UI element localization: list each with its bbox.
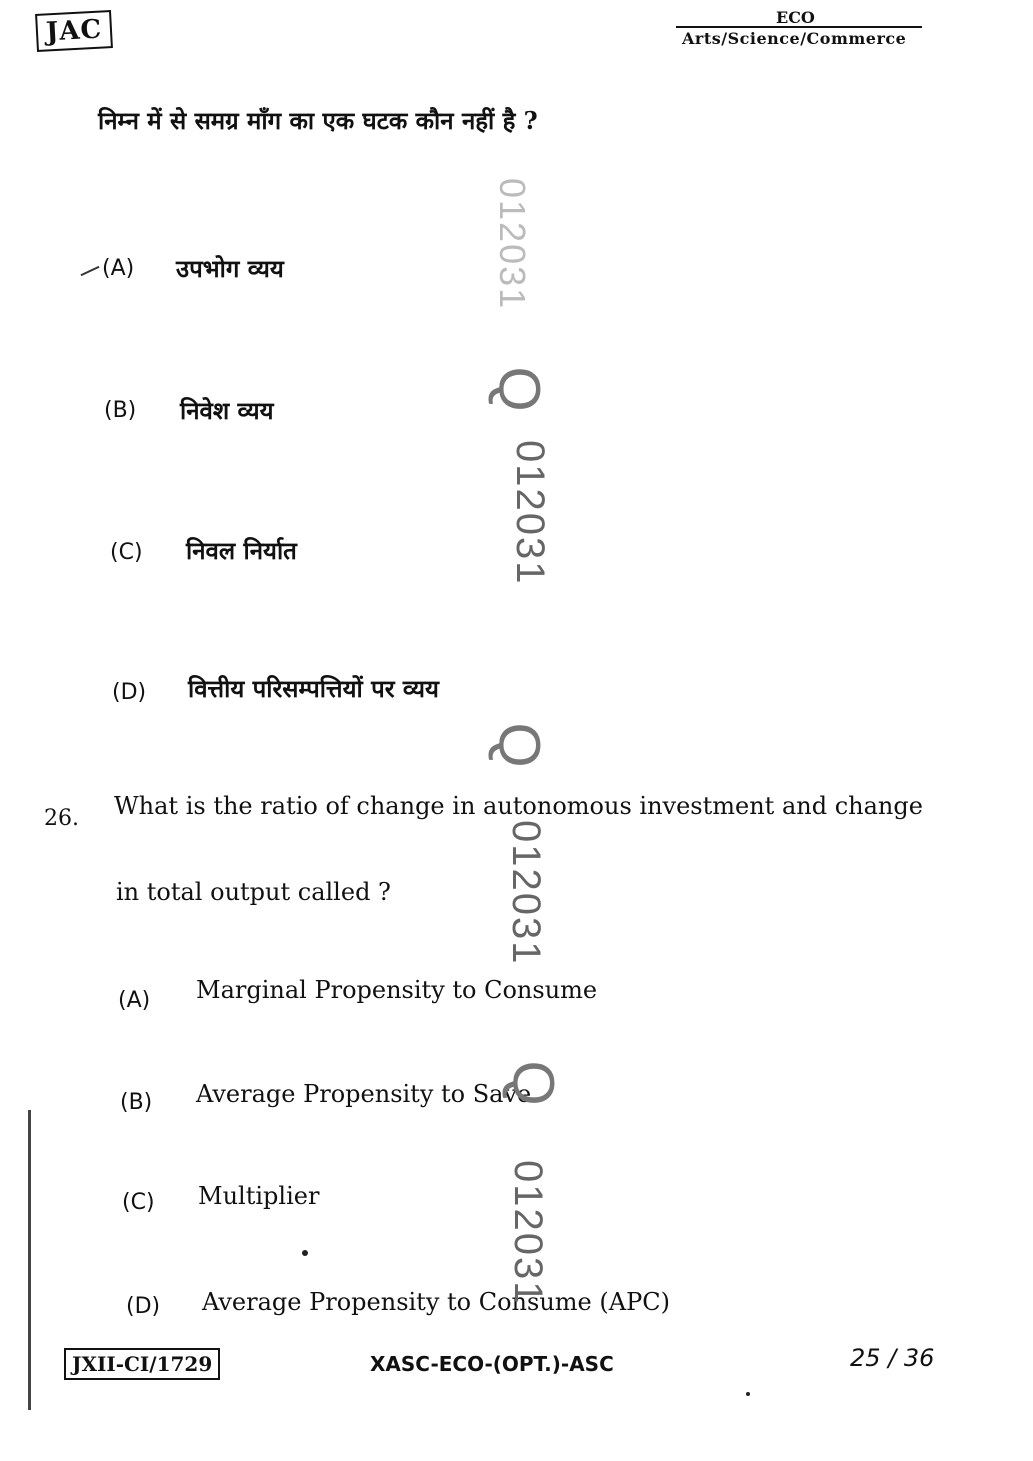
scan-dot-small <box>746 1392 750 1396</box>
scan-margin-line <box>28 1110 31 1410</box>
q26-option-c-label: (C) <box>122 1190 155 1215</box>
q25-option-b-text: निवेश व्यय <box>180 396 274 425</box>
q26-number: 26. <box>44 806 79 831</box>
stamp-code-3: 012031 <box>504 820 548 966</box>
q25-option-d-label: (D) <box>112 680 147 705</box>
q26-option-d-label: (D) <box>126 1294 161 1319</box>
paper-code-box: JXII-CI/1729 <box>64 1348 220 1380</box>
q26-option-b-label: (B) <box>120 1090 153 1115</box>
q25-option-a-label: (A) <box>102 256 135 281</box>
q26-option-b-text: Average Propensity to Save <box>196 1080 532 1108</box>
q26-option-a-label: (A) <box>118 988 151 1013</box>
q26-option-d-text: Average Propensity to Consume (APC) <box>202 1288 670 1316</box>
q25-option-a-text: उपभोग व्यय <box>176 254 284 283</box>
scan-dot <box>302 1250 308 1256</box>
q25-option-c-text: निवल निर्यात <box>186 536 297 565</box>
q26-option-a-text: Marginal Propensity to Consume <box>196 976 598 1004</box>
stamp-code-2: 012031 <box>508 440 552 586</box>
stamp-q-2: Q <box>486 722 552 768</box>
jac-logo: JAC <box>35 10 113 52</box>
q25-option-c-label: (C) <box>110 540 143 565</box>
stamp-q-3: Q <box>500 1060 566 1106</box>
subject-label: ECO <box>776 8 815 27</box>
page-number: 25 / 36 <box>850 1344 935 1372</box>
q25-stem: निम्न में से समग्र माँग का एक घटक कौन नहीं है ? <box>98 106 538 135</box>
stamp-code-4: 012031 <box>506 1160 550 1306</box>
answer-tick-mark <box>81 266 100 276</box>
q26-stem-line2: in total output called ? <box>116 878 391 906</box>
q26-stem-line1: What is the ratio of change in autonomous investment and change <box>114 792 923 820</box>
header-rule <box>676 26 922 28</box>
streams-label: Arts/Science/Commerce <box>682 29 907 48</box>
q25-option-d-text: वित्तीय परिसम्पत्तियों पर व्यय <box>188 674 439 703</box>
stamp-q-1: Q <box>486 366 552 412</box>
stamp-code-1: 012031 <box>492 178 533 311</box>
q26-option-c-text: Multiplier <box>198 1182 320 1210</box>
q25-option-b-label: (B) <box>104 398 137 423</box>
series-code: XASC-ECO-(OPT.)-ASC <box>370 1352 614 1376</box>
